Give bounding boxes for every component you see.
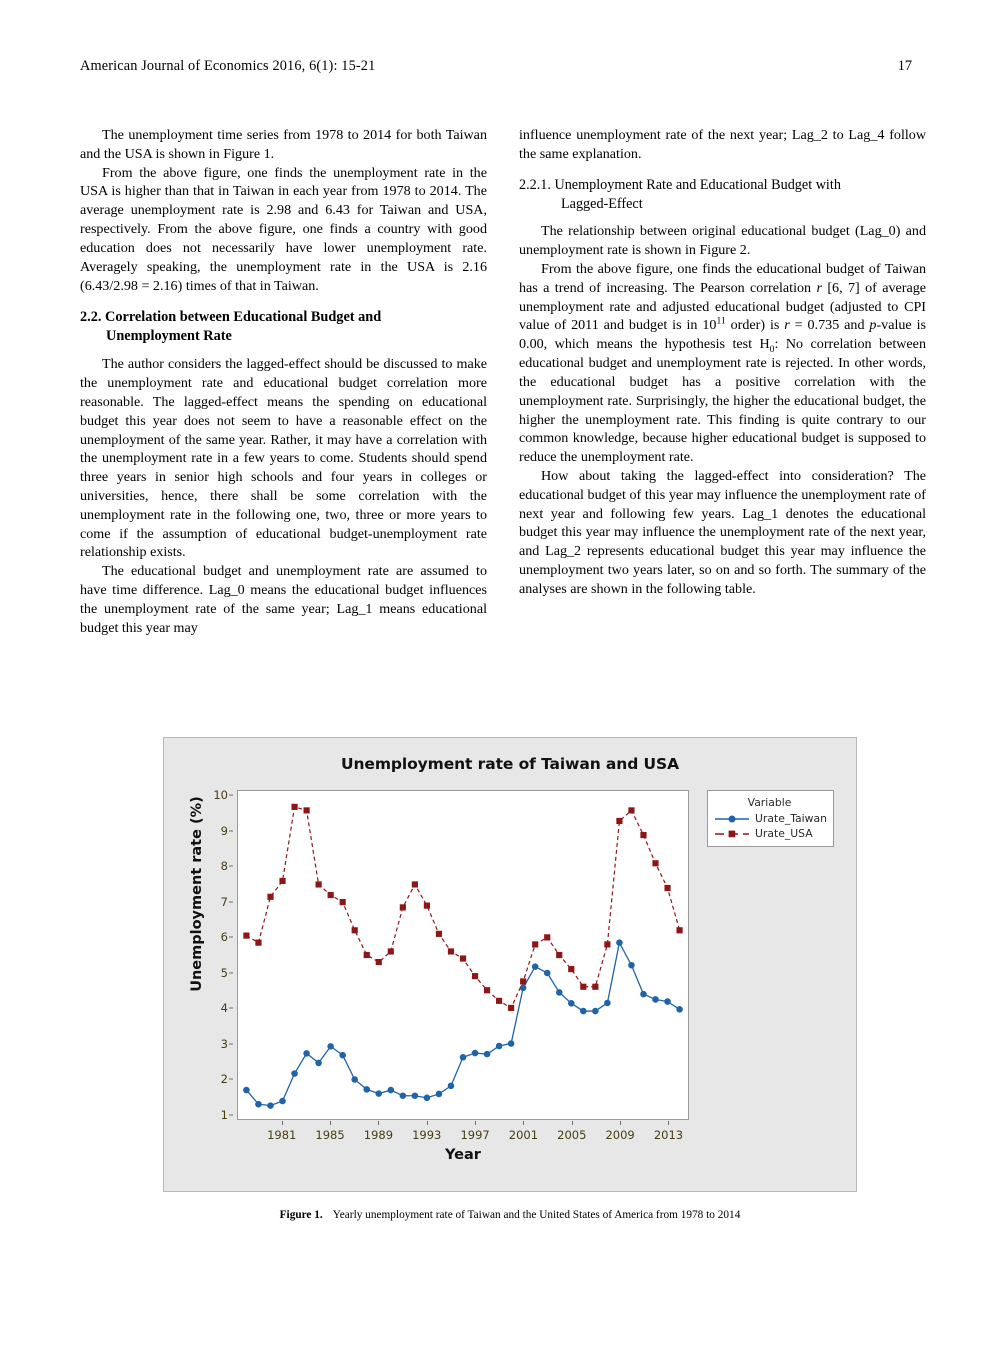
data-point: [652, 860, 658, 866]
data-point: [255, 940, 261, 946]
data-point: [400, 1092, 407, 1099]
data-point: [364, 952, 370, 958]
page-header: [80, 58, 912, 75]
paragraph-relationship: The relationship between original educational budget (Lag_0) and unemployment rate is shown in Figure 2.: [519, 223, 926, 259]
data-point: [267, 894, 273, 900]
r-symbol-2: r: [784, 317, 790, 334]
data-point: [640, 991, 647, 998]
y-axis-ticks: [197, 790, 233, 1120]
y-tick-mark: [229, 1008, 233, 1009]
data-point: [351, 1076, 358, 1083]
data-point: [472, 973, 478, 979]
data-point: [484, 987, 490, 993]
data-point: [303, 807, 309, 813]
chart-title: Unemployment rate of Taiwan and USA: [341, 755, 679, 773]
legend-label: Urate_USA: [755, 827, 813, 840]
data-point: [291, 804, 297, 810]
data-point: [279, 878, 285, 884]
data-point: [291, 1070, 298, 1077]
data-point: [628, 807, 634, 813]
data-point: [448, 948, 454, 954]
paragraph-intro: The unemployment time series from 1978 to 2014 for both Taiwan and the USA is shown in Figure 1.: [80, 127, 487, 162]
section-number: 2.2.: [80, 309, 102, 326]
y-tick-label: 8: [220, 859, 228, 874]
data-point: [352, 927, 358, 933]
y-tick-label: 10: [213, 788, 228, 803]
x-tick-label: 2001: [508, 1128, 539, 1142]
section-heading-2-2: [80, 308, 487, 346]
paragraph-time-difference: The educational budget and unemployment rate are assumed to have time difference. Lag_0 means the educational budget influences the unemployment rate of the same year; Lag_1 means educational budget this year may: [80, 563, 487, 636]
x-tick-label: 2005: [557, 1128, 587, 1142]
data-point: [676, 927, 682, 933]
y-tick-mark: [229, 937, 233, 938]
data-point: [640, 832, 646, 838]
series-Urate_Taiwan: [243, 939, 683, 1109]
subsection-number: 2.2.1.: [519, 176, 551, 193]
legend-title: Variable: [747, 796, 792, 809]
data-point: [316, 881, 322, 887]
y-tick-mark: [229, 795, 233, 796]
data-point: [460, 955, 466, 961]
figure-number: Figure 1.: [279, 1209, 323, 1221]
r-symbol-1: r: [816, 279, 822, 296]
data-point: [508, 1040, 515, 1047]
data-point: [472, 1050, 479, 1057]
data-point: [484, 1051, 491, 1058]
x-tick-label: 1993: [412, 1128, 442, 1142]
x-tick-label: 1997: [460, 1128, 490, 1142]
data-point: [604, 941, 610, 947]
data-point: [592, 1008, 599, 1015]
x-tick-label: 1981: [267, 1128, 297, 1142]
series-line: [246, 807, 679, 1008]
data-point: [580, 984, 586, 990]
data-point: [400, 904, 406, 910]
series-line: [246, 943, 679, 1106]
y-tick-mark: [229, 1043, 233, 1044]
data-point: [520, 978, 526, 984]
pearson-text-5: -value is 0.00, which means the hypothesis test H: [519, 317, 926, 353]
x-tick-mark: [572, 1121, 573, 1125]
right-column: [519, 126, 926, 638]
data-point: [676, 1006, 683, 1013]
legend-key-circle-icon: [714, 813, 750, 825]
y-axis-label: Unemployment rate (%): [189, 796, 205, 992]
y-tick-label: 5: [220, 965, 228, 980]
data-point: [243, 1087, 250, 1094]
x-tick-mark: [378, 1121, 379, 1125]
data-point: [424, 1095, 431, 1102]
data-point: [279, 1098, 286, 1105]
pearson-text-3: order) is: [725, 317, 785, 334]
legend-label: Urate_Taiwan: [755, 812, 827, 825]
data-point: [327, 1043, 334, 1050]
data-point: [532, 963, 539, 970]
y-tick-label: 2: [220, 1072, 228, 1087]
exponent-11: 11: [716, 315, 726, 327]
y-tick-mark: [229, 901, 233, 902]
legend-key-square-icon: [714, 828, 750, 840]
data-point: [424, 903, 430, 909]
data-point: [508, 1005, 514, 1011]
data-point: [664, 885, 670, 891]
pearson-text-6: : No correlation between educational budget and unemployment rate is rejected. In other words, the educational budget has a positive correlation with the unemployment rate. Surprisingly, the higher the educational budget, the higher the unemployment rate. This finding is quite contrary to our common knowledge, because higher educational budget is supposed to reduce the unemployment rate.: [519, 336, 926, 466]
subsection-heading-2-2-1: [519, 176, 926, 214]
data-point: [580, 1008, 587, 1015]
x-tick-mark: [523, 1121, 524, 1125]
data-point: [544, 970, 551, 977]
y-tick-mark: [229, 1114, 233, 1115]
data-point: [496, 1043, 503, 1050]
x-tick-mark: [668, 1121, 669, 1125]
data-point: [339, 1052, 346, 1059]
data-point: [363, 1086, 370, 1093]
subsection-title-line2: Lagged-Effect: [561, 195, 643, 212]
data-point: [388, 948, 394, 954]
paragraph-lagged-effect: The author considers the lagged-effect should be discussed to make the unemployment rate and educational budget correlation more reasonable. The lagged-effect means the spending on educational budget this year does not seem to have a reasonable effect on the unemployment of the same year. Rather, it may have a correlation with the unemployment rate in a few years to come. Students should spend three years in senior high schools and four years in colleges or universities, hence, there shall be some correlation with the unemployment rate in the following one, two, three or more years to come if the assumption of educational budget-unemployment rate relationship exists.: [80, 356, 487, 561]
data-point: [592, 984, 598, 990]
left-column: [80, 126, 487, 638]
data-point: [544, 934, 550, 940]
data-point: [568, 1000, 575, 1007]
pearson-text-1: From the above figure, one finds the educational budget of Taiwan has a trend of increasing. The Pearson correlation: [519, 261, 926, 296]
figure-caption-text: Yearly unemployment rate of Taiwan and the United States of America from 1978 to 2014: [332, 1209, 741, 1221]
data-point: [376, 959, 382, 965]
data-point: [460, 1054, 467, 1061]
plot-area: [237, 790, 689, 1120]
data-point: [568, 966, 574, 972]
data-point: [616, 818, 622, 824]
legend-item-Urate_USA: [714, 827, 827, 840]
x-tick-label: 2013: [653, 1128, 684, 1142]
x-tick-label: 1985: [315, 1128, 345, 1142]
figure-1: [163, 737, 857, 1223]
legend-item-Urate_Taiwan: [714, 812, 827, 825]
data-point: [243, 933, 249, 939]
data-point: [340, 899, 346, 905]
data-point: [412, 1092, 419, 1099]
data-point: [303, 1050, 310, 1057]
x-tick-mark: [475, 1121, 476, 1125]
data-point: [388, 1087, 395, 1094]
page-number: 17: [897, 58, 912, 74]
x-tick-mark: [330, 1121, 331, 1125]
data-point: [448, 1083, 455, 1090]
x-tick-mark: [620, 1121, 621, 1125]
y-tick-mark: [229, 972, 233, 973]
chart-panel: [163, 737, 857, 1192]
data-point: [412, 881, 418, 887]
data-point: [315, 1060, 322, 1067]
pearson-text-4: = 0.735 and: [789, 317, 870, 334]
x-axis-label: Year: [445, 1147, 481, 1163]
x-tick-label: 2009: [605, 1128, 635, 1142]
section-title-line1: Correlation between Educational Budget and: [105, 309, 382, 326]
data-point: [556, 952, 562, 958]
x-axis-ticks: [237, 1121, 689, 1145]
y-tick-mark: [229, 1079, 233, 1080]
data-point: [328, 892, 334, 898]
subsection-title-line1: Unemployment Rate and Educational Budget with: [554, 176, 841, 193]
data-point: [652, 996, 659, 1003]
data-point: [436, 931, 442, 937]
y-tick-label: 1: [220, 1107, 228, 1122]
y-tick-label: 4: [220, 1001, 228, 1016]
paragraph-comparison: From the above figure, one finds the unemployment rate in the USA is higher than that in Taiwan in each year from 1978 to 2014. The average unemployment rate is 2.98 and 6.43 for Taiwan and USA, respectively. From the above figure, one finds a country with good education does not necessarily have lower unemployment rate. Averagely speaking, the unemployment rate in the USA is 2.16 (6.43/2.98 = 2.16) times of that in Taiwan.: [80, 164, 487, 294]
data-point: [255, 1101, 262, 1108]
section-title-line2: Unemployment Rate: [106, 328, 232, 345]
y-tick-label: 7: [220, 894, 228, 909]
x-tick-mark: [427, 1121, 428, 1125]
y-tick-label: 9: [220, 823, 228, 838]
data-point: [375, 1090, 382, 1097]
series-Urate_USA: [243, 804, 682, 1011]
journal-reference: American Journal of Economics 2016, 6(1): 15-21: [80, 58, 376, 74]
data-point: [616, 939, 623, 946]
x-tick-mark: [282, 1121, 283, 1125]
y-tick-mark: [229, 830, 233, 831]
paragraph-lag-consideration: How about taking the lagged-effect into consideration? The educational budget of this year may influence the unemployment rate of next year and following few years. Lag_1 denotes the educational budget this year may influence the unemployment rate of the next year, and Lag_2 represents educational budget this year may influence the unemployment two years later, so on and so forth. The summary of the analyses are shown in the following table.: [519, 467, 926, 597]
data-point: [496, 998, 502, 1004]
paragraph-pearson-correlation: [519, 260, 926, 467]
figure-caption: [163, 1208, 857, 1223]
data-point: [664, 998, 671, 1005]
chart-legend: [707, 790, 834, 847]
data-point: [267, 1102, 274, 1109]
x-tick-label: 1989: [363, 1128, 394, 1142]
data-point: [532, 941, 538, 947]
data-point: [556, 989, 563, 996]
y-tick-label: 6: [220, 930, 228, 945]
p-symbol: p: [869, 317, 877, 334]
pearson-text-2: [6, 7] of average unemployment rate and adjusted educational budget (adjusted to CPI value of 2011 and budget is in 10: [519, 279, 927, 334]
data-point: [436, 1091, 443, 1098]
article-body: [80, 126, 926, 638]
y-tick-mark: [229, 866, 233, 867]
data-point: [604, 1000, 611, 1007]
y-tick-label: 3: [220, 1036, 228, 1051]
hypothesis-subscript: 0: [769, 344, 775, 356]
paragraph-lag-continued: influence unemployment rate of the next year; Lag_2 to Lag_4 follow the same explanation.: [519, 127, 926, 162]
series-canvas: [238, 791, 688, 1119]
data-point: [628, 962, 635, 969]
